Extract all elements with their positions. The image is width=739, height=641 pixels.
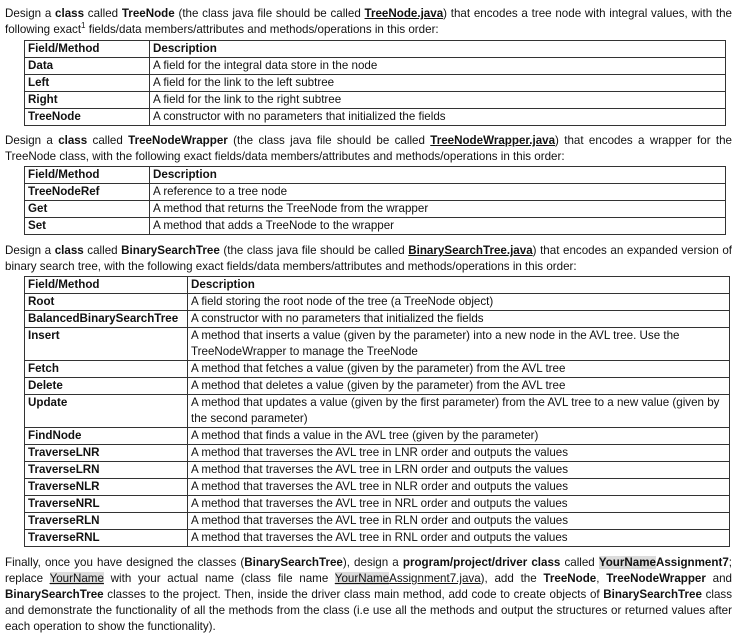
text: with your actual name (class file name [103, 572, 335, 585]
text: called [87, 134, 129, 147]
description-cell: A method that traverses the AVL tree in RNL order and outputs the values [188, 530, 730, 547]
class-name: TreeNodeWrapper [606, 572, 706, 585]
field-method-cell: Left [25, 75, 150, 92]
table-row [25, 445, 730, 462]
treenodewrapper-table [24, 166, 726, 235]
field-method-cell: Get [25, 201, 150, 218]
table-row [25, 294, 730, 311]
field-method-cell: TraverseRLN [25, 513, 188, 530]
table-row [25, 201, 726, 218]
driver-instructions-paragraph [5, 555, 732, 635]
field-method-cell: Insert [25, 328, 188, 361]
text: called [83, 244, 122, 257]
field-method-cell: TraverseRNL [25, 530, 188, 547]
treenode-intro-paragraph [5, 6, 732, 38]
text: Design a [5, 134, 59, 147]
table-row [25, 311, 730, 328]
table-row [25, 328, 730, 361]
description-cell: A field for the link to the right subtree [150, 92, 726, 109]
field-method-cell: BalancedBinarySearchTree [25, 311, 188, 328]
description-cell: A method that traverses the AVL tree in LRN order and outputs the values [188, 462, 730, 479]
table-row [25, 395, 730, 428]
field-method-cell: TraverseLRN [25, 462, 188, 479]
column-header-field-method: Field/Method [25, 277, 188, 294]
column-header-field-method: Field/Method [25, 41, 150, 58]
bold-text: class [55, 7, 85, 20]
table-row [25, 361, 730, 378]
description-cell: A method that deletes a value (given by the parameter) from the AVL tree [188, 378, 730, 395]
column-header-description: Description [188, 277, 730, 294]
text: (the class java file should be called [227, 134, 431, 147]
table-row [25, 58, 726, 75]
table-row [25, 513, 730, 530]
highlighted-placeholder: YourName [49, 572, 104, 585]
class-name: BinarySearchTree [121, 244, 220, 257]
text: Finally, once you have designed the classes ( [5, 556, 245, 569]
table-row [25, 218, 726, 235]
text: classes to the project. Then, inside the driver class main method, add code to create objects of [103, 588, 604, 601]
description-cell: A constructor with no parameters that initialized the fields [188, 311, 730, 328]
field-method-cell: Root [25, 294, 188, 311]
field-method-cell: TraverseNLR [25, 479, 188, 496]
table-header-row [25, 167, 726, 184]
class-name: TreeNode [543, 572, 597, 585]
field-method-cell: Right [25, 92, 150, 109]
field-method-cell: Set [25, 218, 150, 235]
table-row [25, 109, 726, 126]
text: fields/data members/attributes and methods/operations in this order: [85, 23, 439, 36]
table-row [25, 496, 730, 513]
field-method-cell: TraverseLNR [25, 445, 188, 462]
field-method-cell: Update [25, 395, 188, 428]
field-method-cell: TreeNodeRef [25, 184, 150, 201]
column-header-description: Description [150, 167, 726, 184]
text: ) that encodes an expanded version of binary search tree, with the following exact fields/data members/attributes and methods/operations in this order: [5, 244, 733, 273]
table-header-row [25, 277, 730, 294]
table-row [25, 184, 726, 201]
description-cell: A method that traverses the AVL tree in NLR order and outputs the values [188, 479, 730, 496]
text: Design a [5, 244, 55, 257]
text: called [84, 7, 122, 20]
field-method-cell: Data [25, 58, 150, 75]
description-cell: A constructor with no parameters that initialized the fields [150, 109, 726, 126]
field-method-cell: Fetch [25, 361, 188, 378]
description-cell: A field for the integral data store in the node [150, 58, 726, 75]
class-name: BinarySearchTree [5, 588, 104, 601]
text: and [705, 572, 732, 585]
description-cell: A method that returns the TreeNode from the wrapper [150, 201, 726, 218]
table-row [25, 462, 730, 479]
class-name: BinarySearchTree [244, 556, 343, 569]
class-name: TreeNode [121, 7, 175, 20]
text: ; replace [5, 556, 733, 585]
description-cell: A method that traverses the AVL tree in RLN order and outputs the values [188, 513, 730, 530]
table-row [25, 428, 730, 445]
description-cell: A field for the link to the left subtree [150, 75, 726, 92]
highlighted-placeholder: YourName [598, 556, 656, 569]
binarysearchtree-table [24, 276, 730, 547]
description-cell: A method that inserts a value (given by the parameter) into a new node in the AVL tree. Use the TreeNodeWrapper to manage the TreeNode [188, 328, 730, 361]
class-name: BinarySearchTree [603, 588, 702, 601]
field-method-cell: Delete [25, 378, 188, 395]
field-method-cell: TreeNode [25, 109, 150, 126]
column-header-description: Description [150, 41, 726, 58]
text: , [596, 572, 607, 585]
binarysearchtree-intro-paragraph [5, 243, 732, 275]
table-row [25, 530, 730, 547]
text: (the class java file should be called [174, 7, 365, 20]
text: ) that encodes a wrapper for the TreeNode class, with the following exact fields/data members/attributes and methods/operations in this order: [5, 134, 733, 163]
class-name: Assignment7 [655, 556, 729, 569]
bold-text: class [54, 244, 84, 257]
field-method-cell: TraverseNRL [25, 496, 188, 513]
table-header-row [25, 41, 726, 58]
text: ), design a [342, 556, 403, 569]
description-cell: A method that finds a value in the AVL tree (given by the parameter) [188, 428, 730, 445]
description-cell: A reference to a tree node [150, 184, 726, 201]
description-cell: A method that updates a value (given by the first parameter) from the AVL tree to a new value (given by the second parameter) [188, 395, 730, 428]
class-name: TreeNodeWrapper [128, 134, 228, 147]
description-cell: A method that adds a TreeNode to the wrapper [150, 218, 726, 235]
text: Design a [5, 7, 56, 20]
bold-text: class [58, 134, 88, 147]
treenodewrapper-intro-paragraph [5, 133, 732, 165]
field-method-cell: FindNode [25, 428, 188, 445]
file-name-link[interactable]: TreeNodeWrapper.java [430, 134, 556, 147]
bold-text: program/project/driver class [402, 556, 561, 569]
treenode-table [24, 40, 726, 126]
description-cell: A method that traverses the AVL tree in NRL order and outputs the values [188, 496, 730, 513]
footnote-marker: 1 [81, 21, 86, 31]
text: (the class java file should be called [219, 244, 409, 257]
file-name: Assignment7.java [389, 572, 481, 585]
text: ) that encodes a tree node with integral values, with the following exact [5, 7, 733, 36]
table-row [25, 92, 726, 109]
file-name-link[interactable]: BinarySearchTree.java [408, 244, 533, 257]
description-cell: A field storing the root node of the tree (a TreeNode object) [188, 294, 730, 311]
text: ), add the [480, 572, 544, 585]
text: class and demonstrate the functionality of all the methods from the class (i.e use all the methods and output the structures or returned values after each operation to show the functionality). [5, 588, 732, 633]
description-cell: A method that fetches a value (given by the parameter) from the AVL tree [188, 361, 730, 378]
highlighted-placeholder: YourName [334, 572, 390, 585]
table-row [25, 479, 730, 496]
table-row [25, 75, 726, 92]
table-row [25, 378, 730, 395]
text: called [560, 556, 599, 569]
file-name-link[interactable]: TreeNode.java [364, 7, 444, 20]
description-cell: A method that traverses the AVL tree in LNR order and outputs the values [188, 445, 730, 462]
column-header-field-method: Field/Method [25, 167, 150, 184]
